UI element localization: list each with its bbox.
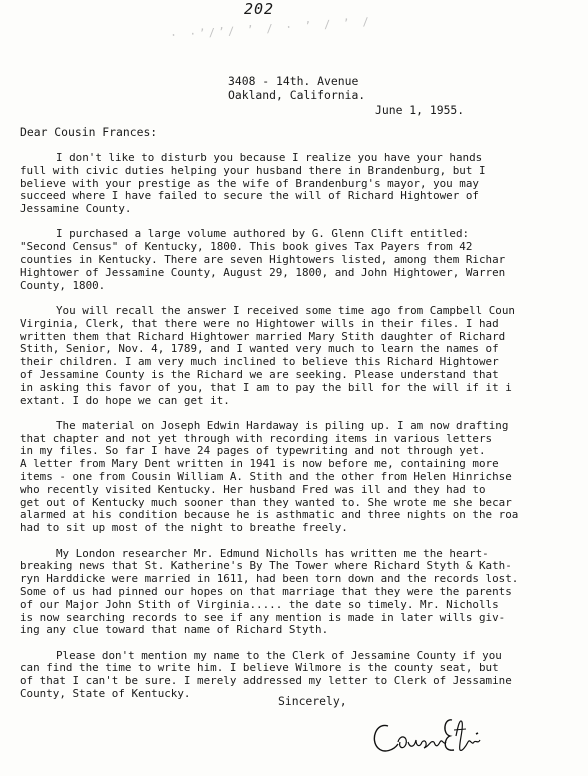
- paragraph-line: that chapter and not yet through with recording items in various letters: [20, 432, 493, 445]
- letter-paragraph: [20, 305, 580, 407]
- paragraph-line: Stith, Senior, Nov. 4, 1789, and I wanted very much to learn the names of: [20, 343, 499, 356]
- paragraph-line: had to sit up most of the night to breathe freely.: [20, 522, 348, 535]
- paragraph-line: Hightower of Jessamine County, August 29, 1800, and John Hightower, Warren: [20, 266, 506, 279]
- paragraph-line: County, 1800.: [20, 279, 106, 292]
- paragraph-line: ryn Harddicke were married in 1611, had been torn down and the records lost.: [20, 573, 519, 586]
- paragraph-line: written them that Richard Hightower married Mary Stith daughter of Richard: [20, 330, 506, 343]
- salutation: Dear Cousin Frances:: [20, 125, 158, 139]
- paragraph-line: A letter from Mary Dent written in 1941 is now before me, containing more: [20, 458, 499, 471]
- paragraph-line: You will recall the answer I received some time ago from Campbell Coun: [56, 304, 515, 317]
- letter-paragraph: [20, 548, 580, 638]
- paragraph-line: County, State of Kentucky.: [20, 687, 191, 700]
- paragraph-line: I purchased a large volume authored by G. Glenn Clift entitled:: [56, 228, 470, 241]
- paragraph-line: alarmed at his condition because he is asthmatic and three nights on the roa: [20, 509, 519, 522]
- letter-paragraph: [20, 152, 580, 216]
- paragraph-line: of Jessamine County is the Richard we are seeking. Please understand that: [20, 368, 499, 381]
- paragraph-line: in asking this favor of you, that I am to pay the bill for the will if it i: [20, 381, 512, 394]
- paragraph-line: ing any clue toward that name of Richard Styth.: [20, 624, 329, 637]
- letter-date: June 1, 1955.: [375, 103, 465, 117]
- faint-header-bleedthrough: · ·ʼ/ʼ/ ʼ / · ʼ / ʼ /: [169, 14, 373, 43]
- paragraph-line: their children. I am very much inclined to believe this Richard Hightower: [20, 356, 499, 369]
- paragraph-line: in my files. So far I have 24 pages of typewriting and not through yet.: [20, 445, 486, 458]
- paragraph-line: succeed where I have failed to secure the will of Richard Hightower of: [20, 190, 479, 203]
- closing: Sincerely,: [278, 694, 347, 708]
- paragraph-line: Some of us had pinned our hopes on that marriage that they were the parents: [20, 585, 512, 598]
- letter-paragraph: [20, 420, 580, 535]
- page-number: 202: [244, 0, 275, 18]
- letter-body: [20, 152, 580, 713]
- paragraph-line: get out of Kentucky much sooner than they wanted to. She wrote me she becar: [20, 496, 512, 509]
- paragraph-line: extant. I do hope we can get it.: [20, 394, 230, 407]
- sender-address: [228, 74, 365, 102]
- paragraph-line: full with civic duties helping your husband there in Brandenburg, but I: [20, 164, 486, 177]
- paragraph-line: can find the time to write him. I believe Wilmore is the county seat, but: [20, 662, 499, 675]
- paragraph-line: Please don't mention my name to the Clerk of Jessamine County if you: [56, 649, 502, 662]
- paragraph-line: of that I can't be sure. I merely addressed my letter to Clerk of Jessamine: [20, 675, 512, 688]
- paragraph-line: Jessamine County.: [20, 203, 132, 216]
- paragraph-line: My London researcher Mr. Edmund Nicholls has written me the heart-: [56, 547, 489, 560]
- paragraph-line: is now searching records to see if any mention is made in later wills giv-: [20, 611, 506, 624]
- signature-image: [368, 712, 488, 768]
- letter-paragraph: [20, 228, 580, 292]
- paragraph-line: counties in Kentucky. There are seven Hightowers listed, among them Richar: [20, 254, 506, 267]
- paragraph-line: breaking news that St. Katherine's By The Tower where Richard Styth & Kath-: [20, 560, 512, 573]
- paragraph-line: items - one from Cousin William A. Stith and the other from Helen Hinrichse: [20, 471, 512, 484]
- paragraph-line: of our Major John Stith of Virginia..... the date so timely. Mr. Nicholls: [20, 598, 499, 611]
- address-line: 3408 - 14th. Avenue: [228, 74, 359, 88]
- handwritten-signature: [368, 712, 488, 768]
- paragraph-line: I don't like to disturb you because I realize you have your hands: [56, 152, 483, 164]
- paragraph-line: The material on Joseph Edwin Hardaway is piling up. I am now drafting: [56, 419, 509, 432]
- paragraph-line: Virginia, Clerk, that there were no Hightower wills in their files. I had: [20, 317, 499, 330]
- address-line: Oakland, California.: [228, 88, 366, 102]
- paragraph-line: "Second Census" of Kentucky, 1800. This book gives Tax Payers from 42: [20, 241, 473, 254]
- paragraph-line: believe with your prestige as the wife of Brandenburg's mayor, you may: [20, 177, 479, 190]
- paragraph-line: who recently visited Kentucky. Her husband Fred was ill and they had to: [20, 483, 486, 496]
